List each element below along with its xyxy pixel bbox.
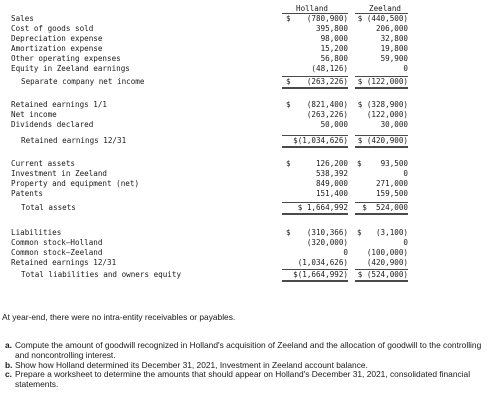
question-tag: a. (5, 340, 12, 350)
row-label: Other operating expenses (11, 54, 121, 63)
total-row (0, 136, 498, 146)
holland-value: $(1,664,992) (293, 270, 348, 279)
question-tag: c. (5, 369, 12, 380)
table-row (0, 110, 498, 120)
zeeland-value: 59,900 (380, 54, 408, 63)
zeeland-value: (122,000) (366, 110, 408, 119)
currency-sign: $ (286, 14, 291, 23)
table-row (0, 238, 498, 248)
row-label: Retained earnings 12/31 (11, 258, 117, 267)
currency-sign: $ (286, 228, 291, 237)
row-label: Amortization expense (11, 44, 103, 53)
zeeland-value: (100,000) (366, 248, 408, 257)
holland-value: 849,000 (315, 179, 348, 188)
zeeland-value: 30,000 (380, 120, 408, 129)
holland-value: (320,000) (306, 238, 348, 247)
row-label: Retained earnings 12/31 (21, 136, 127, 145)
row-label: Common stock—Holland (11, 238, 103, 247)
holland-value: (263,226) (306, 110, 348, 119)
table-row (0, 189, 498, 199)
zeeland-value: $ (420,900) (357, 136, 408, 145)
zeeland-value: 0 (403, 169, 408, 178)
zeeland-value: 93,500 (380, 159, 408, 168)
table-row (0, 64, 498, 74)
currency-sign: $ (357, 159, 362, 168)
row-label: Property and equipment (net) (11, 179, 140, 188)
holland-value: $(1,034,626) (293, 136, 348, 145)
row-label: Sales (11, 14, 34, 23)
double-rule (282, 213, 348, 215)
currency-sign: $ (286, 77, 291, 86)
holland-value: $ 1,664,992 (297, 203, 348, 212)
currency-sign: $ (286, 100, 291, 109)
row-label: Common stock—Zeeland (11, 248, 103, 257)
question-tag: b. (5, 359, 13, 370)
holland-value: (310,366) (306, 228, 348, 237)
table-row (0, 258, 498, 268)
row-label: Depreciation expense (11, 34, 103, 43)
holland-value: (780,900) (306, 14, 348, 23)
holland-value: (821,400) (306, 100, 348, 109)
column-header-holland: Holland (296, 4, 329, 13)
zeeland-value: 159,500 (375, 189, 408, 198)
table-row (0, 248, 498, 258)
double-rule (282, 87, 348, 89)
total-row (0, 77, 498, 87)
table-row (0, 44, 498, 54)
zeeland-value: (3,100) (375, 228, 408, 237)
total-row (0, 270, 498, 280)
holland-value: 15,200 (320, 44, 348, 53)
note-text: At year-end, there were no intra-entity receivables or payables. (2, 312, 236, 322)
zeeland-value: $ (328,900) (357, 100, 408, 109)
double-rule (282, 146, 348, 148)
holland-value: 395,800 (315, 24, 348, 33)
row-label: Patents (11, 189, 44, 198)
question-text: Prepare a worksheet to determine the amounts that should appear on Holland's December 31, 2021, consolidated financial statements. (15, 369, 471, 390)
table-row (0, 54, 498, 64)
zeeland-value: $ (440,500) (357, 14, 408, 23)
double-rule (355, 213, 408, 215)
zeeland-value: (420,900) (366, 258, 408, 267)
holland-value: 0 (343, 248, 348, 257)
holland-value: 151,400 (315, 189, 348, 198)
table-row (0, 228, 498, 238)
table-row (0, 120, 498, 130)
row-label: Separate company net income (21, 77, 145, 86)
column-header-zeeland: Zeeland (369, 4, 402, 13)
holland-value: (263,226) (306, 77, 348, 86)
table-row (0, 24, 498, 34)
double-rule (355, 146, 408, 148)
holland-value: 56,800 (320, 54, 348, 63)
row-label: Total assets (21, 203, 76, 212)
zeeland-value: 0 (403, 64, 408, 73)
holland-value: 50,000 (320, 120, 348, 129)
currency-sign: $ (357, 228, 362, 237)
row-label: Total liabilities and owners equity (21, 270, 182, 279)
question-item (5, 341, 495, 361)
row-label: Dividends declared (11, 120, 94, 129)
currency-sign: $ (286, 159, 291, 168)
holland-value: 98,000 (320, 34, 348, 43)
row-label: Cost of goods sold (11, 24, 94, 33)
row-label: Current assets (11, 159, 76, 168)
holland-value: (1,034,626) (297, 258, 348, 267)
table-row (0, 179, 498, 189)
question-text: Show how Holland determined its December 31, 2021, Investment in Zeeland account balance. (15, 359, 368, 370)
question-item (5, 370, 495, 390)
zeeland-value: 32,800 (380, 34, 408, 43)
zeeland-value: $ (122,000) (357, 77, 408, 86)
row-label: Net income (11, 110, 57, 119)
double-rule (355, 87, 408, 89)
row-label: Liabilities (11, 228, 62, 237)
table-row (0, 34, 498, 44)
zeeland-value: 206,000 (375, 24, 408, 33)
questions-list (5, 341, 495, 390)
holland-value: 538,392 (315, 169, 348, 178)
holland-value: 126,200 (315, 159, 348, 168)
row-label: Retained earnings 1/1 (11, 100, 108, 109)
question-text: Compute the amount of goodwill recognized in Holland's acquisition of Zeeland and the allocation of goodwill to the controlling and noncontrolling interest. (15, 340, 482, 360)
row-label: Investment in Zeeland (11, 169, 108, 178)
zeeland-value: 271,000 (375, 179, 408, 188)
zeeland-value: 19,800 (380, 44, 408, 53)
table-row (0, 14, 498, 24)
total-row (0, 203, 498, 213)
table-row (0, 159, 498, 169)
zeeland-value: $ (524,000) (357, 270, 408, 279)
double-rule (355, 280, 408, 282)
holland-value: (48,126) (311, 64, 348, 73)
table-row (0, 100, 498, 110)
double-rule (282, 280, 348, 282)
zeeland-value: $ 524,000 (362, 203, 408, 212)
zeeland-value: 0 (403, 238, 408, 247)
row-label: Equity in Zeeland earnings (11, 64, 130, 73)
table-row (0, 169, 498, 179)
